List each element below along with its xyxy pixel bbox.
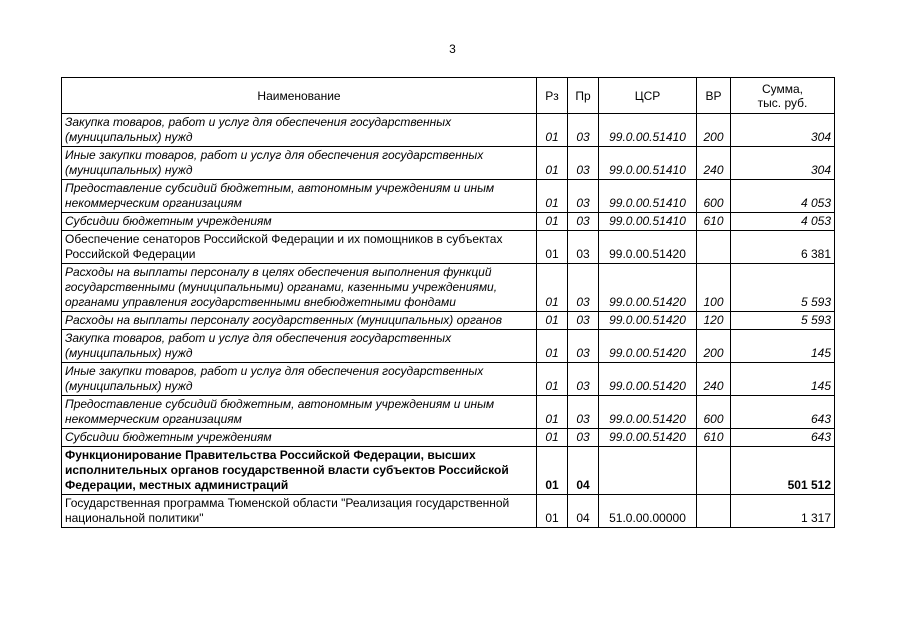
table-row [62, 264, 835, 312]
row-vr: 200 [697, 114, 731, 147]
row-sum: 643 [731, 429, 835, 447]
row-pr: 03 [568, 429, 599, 447]
header-sum-line2: тыс. руб. [757, 95, 808, 110]
row-csr: 99.0.00.51420 [599, 264, 697, 312]
header-sum-line1: Сумма, [761, 81, 804, 96]
row-rz: 01 [537, 447, 568, 495]
row-sum: 4 053 [731, 180, 835, 213]
row-rz: 01 [537, 312, 568, 330]
page-number: 3 [449, 42, 456, 56]
table-row [62, 147, 835, 180]
table-row [62, 363, 835, 396]
header-name: Наименование [62, 78, 537, 114]
header-rz: Рз [537, 78, 568, 114]
row-pr: 03 [568, 312, 599, 330]
table-row [62, 312, 835, 330]
table-row [62, 429, 835, 447]
row-sum: 5 593 [731, 312, 835, 330]
row-name: Функционирование Правительства Российской Федерации, высших исполнительных органов государственной власти субъектов Российской Федерации, местных администраций [62, 447, 537, 495]
row-pr: 03 [568, 396, 599, 429]
row-sum: 304 [731, 114, 835, 147]
row-name: Расходы на выплаты персоналу государственных (муниципальных) органов [62, 312, 537, 330]
row-rz: 01 [537, 213, 568, 231]
row-vr: 610 [697, 213, 731, 231]
table-row [62, 180, 835, 213]
row-csr: 99.0.00.51420 [599, 231, 697, 264]
table-row [62, 495, 835, 528]
table-row [62, 330, 835, 363]
row-rz: 01 [537, 180, 568, 213]
header-sum [731, 78, 835, 114]
row-name: Закупка товаров, работ и услуг для обеспечения государственных (муниципальных) нужд [62, 114, 537, 147]
row-sum: 304 [731, 147, 835, 180]
row-sum: 6 381 [731, 231, 835, 264]
row-name: Предоставление субсидий бюджетным, автономным учреждениям и иным некоммерческим организациям [62, 180, 537, 213]
row-name: Иные закупки товаров, работ и услуг для обеспечения государственных (муниципальных) нужд [62, 363, 537, 396]
row-pr: 03 [568, 147, 599, 180]
row-rz: 01 [537, 363, 568, 396]
header-vr: ВР [697, 78, 731, 114]
table-row [62, 447, 835, 495]
row-name: Субсидии бюджетным учреждениям [62, 429, 537, 447]
table-header-row [62, 78, 835, 114]
header-pr: Пр [568, 78, 599, 114]
row-pr: 03 [568, 231, 599, 264]
row-csr: 99.0.00.51410 [599, 213, 697, 231]
row-rz: 01 [537, 264, 568, 312]
row-name: Иные закупки товаров, работ и услуг для обеспечения государственных (муниципальных) нужд [62, 147, 537, 180]
row-vr [697, 495, 731, 528]
row-csr: 99.0.00.51410 [599, 180, 697, 213]
table-row [62, 213, 835, 231]
row-vr: 200 [697, 330, 731, 363]
table-row [62, 114, 835, 147]
row-vr: 600 [697, 396, 731, 429]
row-csr: 99.0.00.51420 [599, 312, 697, 330]
row-rz: 01 [537, 147, 568, 180]
row-csr: 99.0.00.51410 [599, 147, 697, 180]
row-name: Обеспечение сенаторов Российской Федерации и их помощников в субъектах Российской Федерации [62, 231, 537, 264]
row-sum: 1 317 [731, 495, 835, 528]
row-sum: 643 [731, 396, 835, 429]
row-name: Субсидии бюджетным учреждениям [62, 213, 537, 231]
row-vr: 100 [697, 264, 731, 312]
row-pr: 03 [568, 330, 599, 363]
row-pr: 04 [568, 447, 599, 495]
row-pr: 04 [568, 495, 599, 528]
row-rz: 01 [537, 396, 568, 429]
row-rz: 01 [537, 231, 568, 264]
row-sum: 145 [731, 363, 835, 396]
row-pr: 03 [568, 264, 599, 312]
row-rz: 01 [537, 495, 568, 528]
row-csr: 51.0.00.00000 [599, 495, 697, 528]
row-rz: 01 [537, 114, 568, 147]
row-csr [599, 447, 697, 495]
row-name: Государственная программа Тюменской области "Реализация государственной национальной политики" [62, 495, 537, 528]
row-name: Предоставление субсидий бюджетным, автономным учреждениям и иным некоммерческим организациям [62, 396, 537, 429]
row-rz: 01 [537, 429, 568, 447]
row-sum: 501 512 [731, 447, 835, 495]
row-vr: 240 [697, 147, 731, 180]
table-row [62, 396, 835, 429]
row-name: Закупка товаров, работ и услуг для обеспечения государственных (муниципальных) нужд [62, 330, 537, 363]
row-csr: 99.0.00.51420 [599, 363, 697, 396]
row-csr: 99.0.00.51420 [599, 429, 697, 447]
row-pr: 03 [568, 180, 599, 213]
header-csr: ЦСР [599, 78, 697, 114]
row-rz: 01 [537, 330, 568, 363]
row-vr: 120 [697, 312, 731, 330]
table-row [62, 231, 835, 264]
row-csr: 99.0.00.51420 [599, 396, 697, 429]
row-pr: 03 [568, 363, 599, 396]
row-vr: 610 [697, 429, 731, 447]
row-vr: 600 [697, 180, 731, 213]
row-vr [697, 447, 731, 495]
row-name: Расходы на выплаты персоналу в целях обеспечения выполнения функций государственными (муниципальными) органами, казенными учреждениями, органами управления государственными внебюджетными фондами [62, 264, 537, 312]
row-sum: 5 593 [731, 264, 835, 312]
budget-table [61, 77, 835, 528]
row-csr: 99.0.00.51410 [599, 114, 697, 147]
row-vr: 240 [697, 363, 731, 396]
row-pr: 03 [568, 114, 599, 147]
row-sum: 4 053 [731, 213, 835, 231]
row-sum: 145 [731, 330, 835, 363]
row-csr: 99.0.00.51420 [599, 330, 697, 363]
row-vr [697, 231, 731, 264]
row-pr: 03 [568, 213, 599, 231]
